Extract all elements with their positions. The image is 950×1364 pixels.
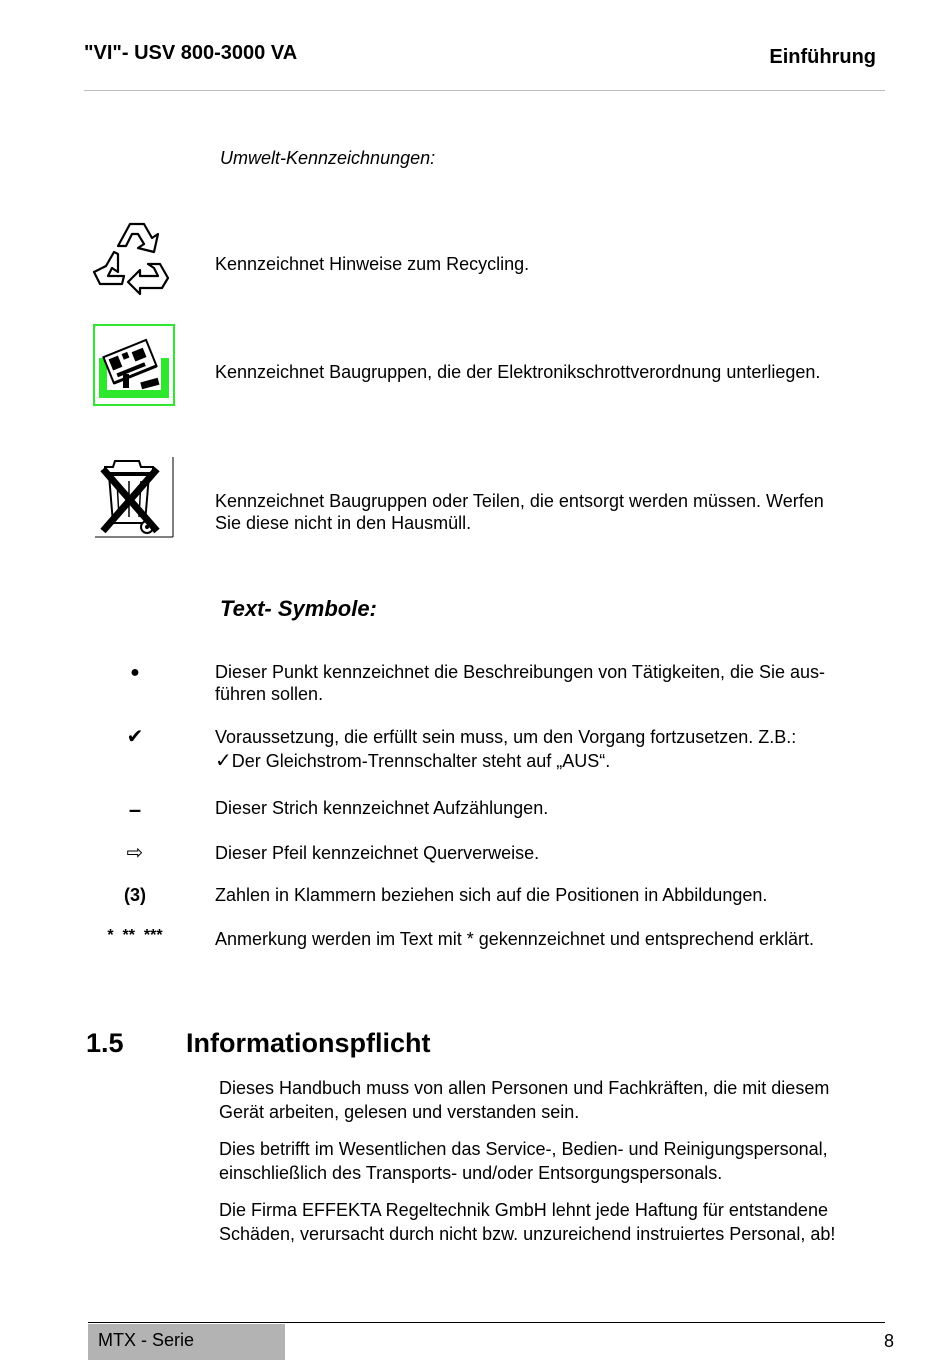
dash-symbol: – — [128, 797, 142, 822]
paragraph-1 — [219, 1076, 879, 1124]
header-divider — [84, 90, 885, 91]
check-mark-icon: ✓ — [215, 750, 232, 772]
number-symbol: (3) — [124, 885, 146, 905]
page-number: 8 — [883, 1331, 894, 1351]
paragraph-2-line1: Dies betrifft im Wesentlichen das Service-, Bedien- und Reinigungspersonal, — [219, 1139, 828, 1159]
symbol-check-example — [215, 750, 610, 772]
paragraph-3-line1: Die Firma EFFEKTA Regeltechnik GmbH lehnt jede Haftung für entstandene — [219, 1200, 828, 1220]
arrow-right-icon: ⇨ — [126, 842, 144, 864]
crossed-bin-text-line1: Kennzeichnet Baugruppen oder Teilen, die entsorgt werden müssen. Werfen — [215, 491, 824, 511]
paragraph-3 — [219, 1198, 879, 1246]
electronic-waste-text: Kennzeichnet Baugruppen, die der Elektronikschrottverordnung unterliegen. — [215, 362, 821, 382]
paragraph-3-line2: Schäden, verursacht durch nicht bzw. unzureichend instruiertes Personal, ab! — [219, 1224, 836, 1244]
paragraph-1-line2: Gerät arbeiten, gelesen und verstanden sein. — [219, 1102, 580, 1122]
electronic-waste-icon — [93, 324, 175, 406]
footer-series-box — [88, 1324, 285, 1360]
symbol-number-text: Zahlen in Klammern beziehen sich auf die Positionen in Abbildungen. — [215, 885, 768, 905]
paragraph-2 — [219, 1137, 879, 1185]
paragraph-2-line2: einschließlich des Transports- und/oder Entsorgungspersonals. — [219, 1163, 723, 1183]
crossed-bin-icon — [93, 455, 175, 539]
footer-divider — [88, 1322, 885, 1323]
document-title: "VI"- USV 800-3000 VA — [84, 42, 298, 64]
footer-series: MTX - Serie — [98, 1330, 195, 1350]
check-symbol: ✔ — [126, 726, 144, 748]
recycle-icon — [88, 212, 176, 296]
text-symbols-heading: Text- Symbole: — [220, 596, 377, 621]
symbol-check-text-line2: Der Gleichstrom-Trennschalter steht auf „AUS“. — [231, 751, 611, 771]
symbol-asterisk-text: Anmerkung werden im Text mit * gekennzeichnet und entsprechend erklärt. — [215, 929, 814, 949]
symbol-dot-text-line1: Dieser Punkt kennzeichnet die Beschreibungen von Tätigkeiten, die Sie aus- — [215, 662, 826, 682]
symbol-dash-text: Dieser Strich kennzeichnet Aufzählungen. — [215, 798, 549, 818]
recycle-text: Kennzeichnet Hinweise zum Recycling. — [215, 254, 530, 274]
chapter-title: Einführung — [769, 46, 876, 68]
paragraph-1-line1: Dieses Handbuch muss von allen Personen und Fachkräften, die mit diesem — [219, 1078, 830, 1098]
section-number: 1.5 — [86, 1028, 124, 1058]
bullet-dot-symbol: ● — [130, 664, 140, 681]
symbol-arrow-text: Dieser Pfeil kennzeichnet Querverweise. — [215, 843, 540, 863]
section-title: Informationspflicht — [186, 1028, 431, 1058]
crossed-bin-text-line2: Sie diese nicht in den Hausmüll. — [215, 513, 472, 533]
symbol-dot-text-line2: führen sollen. — [215, 684, 324, 704]
asterisk-symbol: * ** *** — [107, 927, 163, 944]
environment-heading: Umwelt-Kennzeichnungen: — [220, 148, 436, 168]
symbol-check-text-line1: Voraussetzung, die erfüllt sein muss, um den Vorgang fortzusetzen. Z.B.: — [215, 727, 797, 747]
